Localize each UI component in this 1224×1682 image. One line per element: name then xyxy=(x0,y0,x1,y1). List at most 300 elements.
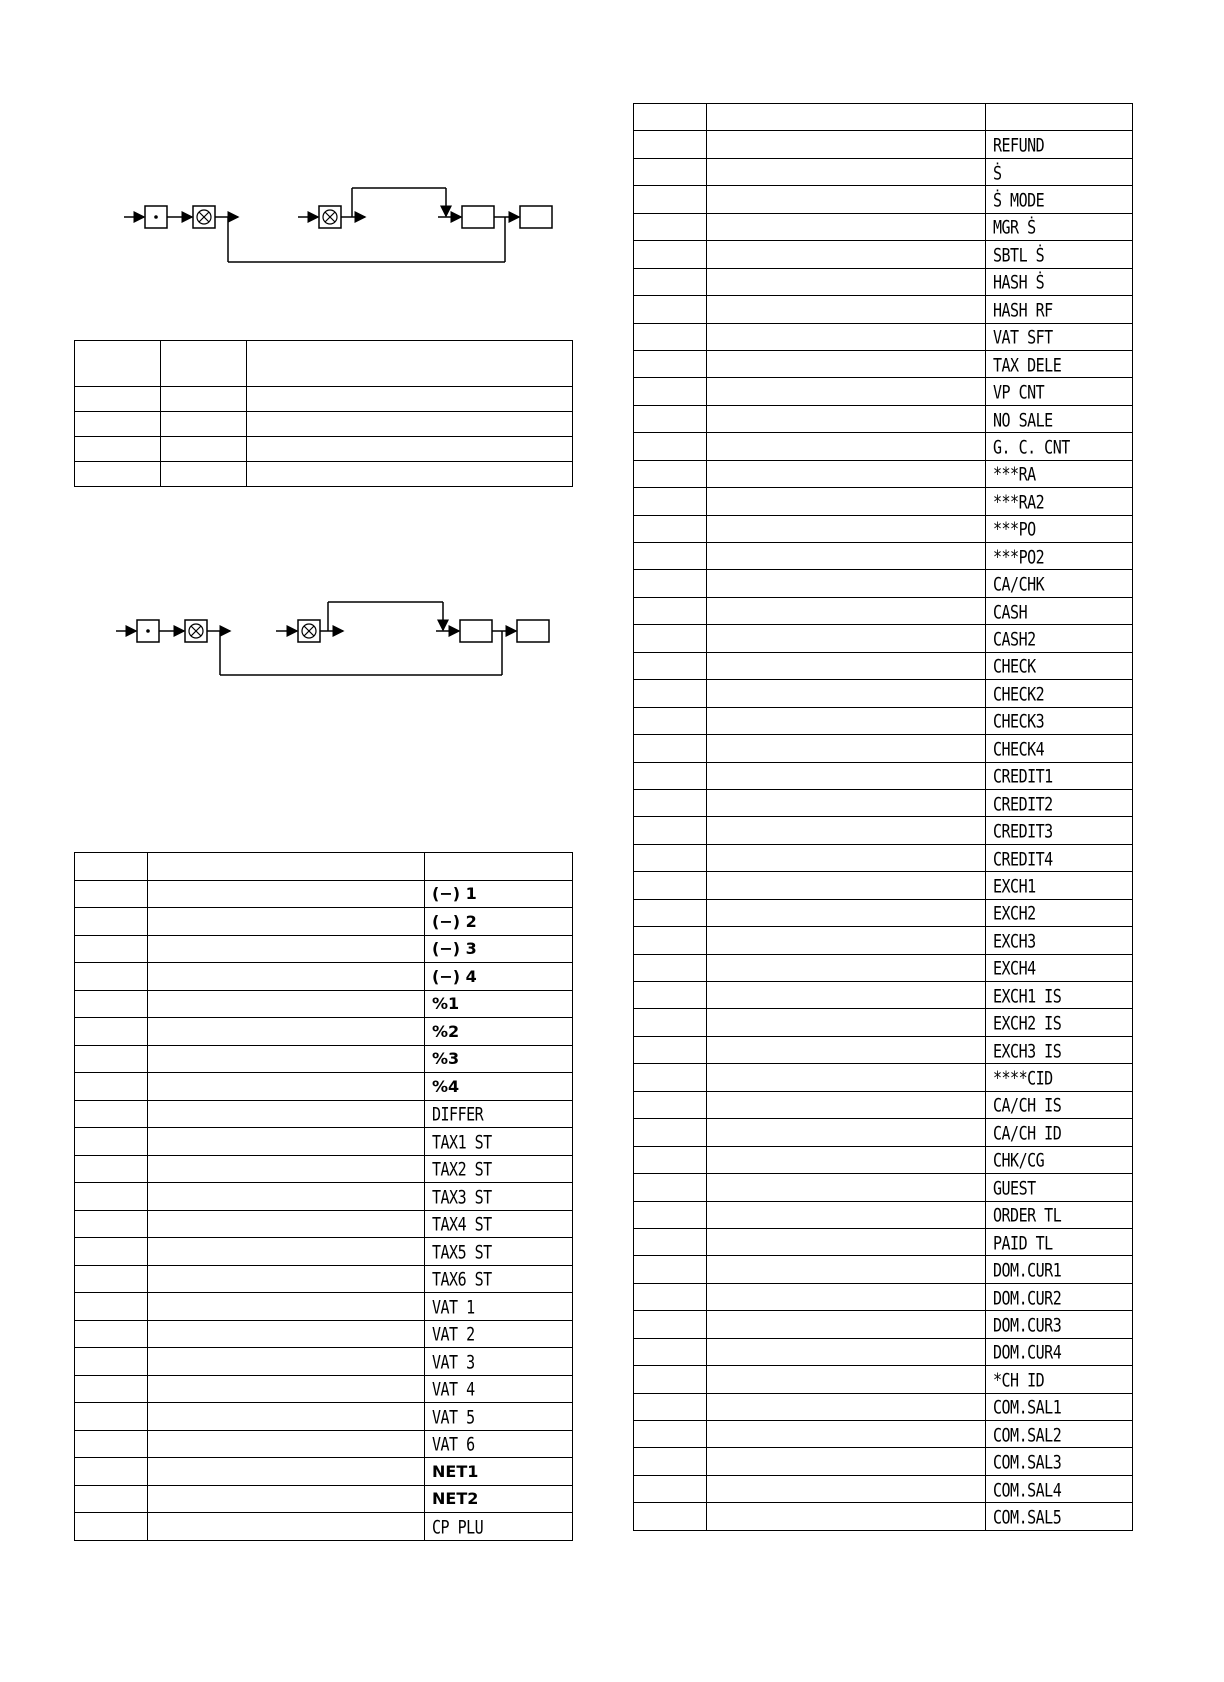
function-text: NET1 xyxy=(432,1461,479,1481)
code-cell xyxy=(634,1338,707,1365)
code-cell xyxy=(75,1238,148,1266)
function-text: (−) 1 xyxy=(432,884,477,904)
function-text-cell xyxy=(986,762,1133,789)
code-cell xyxy=(634,296,707,323)
table-row xyxy=(634,707,1133,734)
code-cell xyxy=(75,908,148,936)
code-cell xyxy=(75,1293,148,1321)
function-text-cell xyxy=(986,378,1133,405)
code-cell xyxy=(634,817,707,844)
function-text: HASH Ṡ xyxy=(993,271,1045,294)
table-row xyxy=(634,1036,1133,1063)
table-row xyxy=(75,1238,573,1266)
function-text-cell xyxy=(986,1256,1133,1283)
description-cell xyxy=(707,488,986,515)
function-text: CASH2 xyxy=(993,627,1036,651)
function-text-cell xyxy=(986,570,1133,597)
function-text: COM.SAL4 xyxy=(993,1478,1062,1501)
table-row xyxy=(634,899,1133,926)
table-row xyxy=(634,543,1133,570)
table-row xyxy=(634,1091,1133,1118)
code-cell xyxy=(634,1146,707,1173)
function-text-cell xyxy=(986,131,1133,158)
function-text-cell xyxy=(425,1128,573,1156)
function-text: VAT 6 xyxy=(432,1433,475,1456)
description-cell xyxy=(707,1228,986,1255)
function-text-cell xyxy=(986,323,1133,350)
function-text-cell xyxy=(986,1338,1133,1365)
function-text: CREDIT1 xyxy=(993,764,1053,788)
function-text: EXCH2 IS xyxy=(993,1011,1062,1035)
function-text-cell xyxy=(986,872,1133,899)
table-row xyxy=(634,1201,1133,1228)
code-cell xyxy=(634,735,707,762)
description-cell xyxy=(148,1073,425,1101)
code-cell xyxy=(634,1503,707,1530)
code-cell xyxy=(75,1073,148,1101)
function-text-cell xyxy=(425,1045,573,1073)
table-row xyxy=(634,1421,1133,1448)
table-row xyxy=(75,1293,573,1321)
code-cell xyxy=(634,1036,707,1063)
description-cell xyxy=(707,515,986,542)
description-cell xyxy=(707,378,986,405)
table-row xyxy=(634,597,1133,624)
code-cell xyxy=(634,1311,707,1338)
description-cell xyxy=(148,1293,425,1321)
function-text: VAT 3 xyxy=(432,1350,475,1373)
code-cell xyxy=(634,1119,707,1146)
code-cell xyxy=(634,982,707,1009)
function-text: PAID TL xyxy=(993,1231,1053,1254)
code-cell xyxy=(75,1458,148,1486)
description-cell xyxy=(148,1403,425,1431)
code-cell xyxy=(75,1183,148,1211)
table-row xyxy=(634,570,1133,597)
table-row xyxy=(634,460,1133,487)
description-cell xyxy=(707,460,986,487)
description-cell xyxy=(148,1485,425,1513)
code-cell xyxy=(75,1018,148,1046)
description-cell xyxy=(707,707,986,734)
table-row xyxy=(634,1338,1133,1365)
description-cell xyxy=(707,954,986,981)
table-row xyxy=(75,1265,573,1293)
function-text: ***RA xyxy=(993,463,1036,486)
description-cell xyxy=(148,1375,425,1403)
code-cell xyxy=(75,990,148,1018)
description-cell xyxy=(707,241,986,268)
function-text: CREDIT4 xyxy=(993,847,1053,870)
function-text-cell xyxy=(425,1155,573,1183)
function-text: VAT 5 xyxy=(432,1405,475,1428)
description-cell xyxy=(707,213,986,240)
function-text-cell xyxy=(986,1091,1133,1118)
header-cell xyxy=(986,104,1133,131)
code-cell xyxy=(634,515,707,542)
function-text-cell xyxy=(986,241,1133,268)
function-text: MGR Ṡ xyxy=(993,216,1036,239)
table-row xyxy=(75,1183,573,1211)
code-cell xyxy=(634,597,707,624)
description-cell xyxy=(707,433,986,460)
description-cell xyxy=(707,844,986,871)
table-row xyxy=(634,1448,1133,1475)
description-cell xyxy=(707,1283,986,1310)
code-cell xyxy=(634,1475,707,1502)
function-text-cell xyxy=(425,1238,573,1266)
description-cell xyxy=(707,982,986,1009)
description-cell xyxy=(148,1513,425,1541)
table-row xyxy=(75,1348,573,1376)
function-text-cell xyxy=(986,652,1133,679)
function-text-cell xyxy=(425,1348,573,1376)
code-cell xyxy=(75,1045,148,1073)
code-cell xyxy=(634,405,707,432)
code-cell xyxy=(634,131,707,158)
function-text-cell xyxy=(986,707,1133,734)
description-cell xyxy=(707,1366,986,1393)
function-text-cell xyxy=(986,1421,1133,1448)
table-row xyxy=(75,963,573,991)
table-row xyxy=(75,1375,573,1403)
code-cell xyxy=(75,880,148,908)
description-cell xyxy=(707,158,986,185)
code-cell xyxy=(75,1485,148,1513)
function-text: Ṡ MODE xyxy=(993,188,1045,212)
description-cell xyxy=(148,1045,425,1073)
function-text: COM.SAL1 xyxy=(993,1396,1062,1419)
function-text: CREDIT2 xyxy=(993,792,1053,815)
function-text: EXCH1 IS xyxy=(993,984,1062,1007)
function-text: (−) 2 xyxy=(432,911,477,931)
function-text: CASH xyxy=(993,600,1028,623)
description-cell xyxy=(148,1320,425,1348)
function-text-cell xyxy=(425,1265,573,1293)
function-text: REFUND xyxy=(993,133,1045,157)
function-text: VAT 4 xyxy=(432,1378,475,1401)
table-row xyxy=(634,1146,1133,1173)
table-row xyxy=(75,1073,573,1101)
function-text-cell xyxy=(425,1513,573,1541)
function-text-cell xyxy=(986,1475,1133,1502)
description-cell xyxy=(707,927,986,954)
function-text-cell xyxy=(986,1009,1133,1036)
code-cell xyxy=(634,899,707,926)
table-row xyxy=(634,241,1133,268)
flow-diagram-2 xyxy=(0,0,600,700)
function-text-cell xyxy=(425,935,573,963)
code-cell xyxy=(634,1421,707,1448)
function-text-cell xyxy=(986,1201,1133,1228)
table-row xyxy=(634,1283,1133,1310)
table-row xyxy=(634,625,1133,652)
code-cell xyxy=(634,570,707,597)
code-cell xyxy=(634,872,707,899)
header-cell xyxy=(634,104,707,131)
function-text: CHECK2 xyxy=(993,682,1045,706)
function-text: CP PLU xyxy=(432,1515,484,1538)
table-row xyxy=(634,296,1133,323)
function-text-cell xyxy=(986,597,1133,624)
function-table-right xyxy=(633,103,1133,1531)
description-cell xyxy=(148,1100,425,1128)
function-text-cell xyxy=(986,350,1133,377)
table-header-row xyxy=(75,853,573,881)
function-text: ***RA2 xyxy=(993,490,1045,514)
function-text: NET2 xyxy=(432,1489,479,1509)
function-text-cell xyxy=(986,515,1133,542)
function-text: CA/CH ID xyxy=(993,1121,1062,1145)
code-cell xyxy=(634,1091,707,1118)
code-cell xyxy=(634,1228,707,1255)
function-text: ORDER TL xyxy=(993,1203,1062,1227)
function-text: TAX2 ST xyxy=(432,1158,492,1181)
description-cell xyxy=(148,1430,425,1458)
function-text-cell xyxy=(425,1485,573,1513)
function-text: ***PO xyxy=(993,518,1036,541)
function-text: CREDIT3 xyxy=(993,819,1053,843)
code-cell xyxy=(75,1210,148,1238)
table-row xyxy=(75,935,573,963)
code-cell xyxy=(634,1174,707,1201)
table-row xyxy=(634,158,1133,185)
table-row xyxy=(634,186,1133,213)
function-text: COM.SAL3 xyxy=(993,1450,1062,1474)
description-cell xyxy=(707,350,986,377)
function-text: Ṡ xyxy=(993,161,1002,184)
description-cell xyxy=(148,880,425,908)
description-cell xyxy=(148,1238,425,1266)
description-cell xyxy=(707,1146,986,1173)
function-text: G. C. CNT xyxy=(993,435,1070,459)
function-text-cell xyxy=(986,789,1133,816)
code-cell xyxy=(634,488,707,515)
function-text-cell xyxy=(986,844,1133,871)
table-row xyxy=(75,1045,573,1073)
function-text-cell xyxy=(986,213,1133,240)
table-row xyxy=(634,652,1133,679)
code-cell xyxy=(75,1265,148,1293)
function-table-left xyxy=(74,852,573,1541)
function-text-cell xyxy=(425,1100,573,1128)
function-text-cell xyxy=(986,1146,1133,1173)
function-text: (−) 3 xyxy=(432,939,477,959)
function-text-cell xyxy=(986,954,1133,981)
code-cell xyxy=(75,1155,148,1183)
function-text: DOM.CUR2 xyxy=(993,1286,1062,1309)
function-text-cell xyxy=(986,1393,1133,1420)
function-text: TAX1 ST xyxy=(432,1130,492,1153)
table-row xyxy=(75,908,573,936)
description-cell xyxy=(707,186,986,213)
table-row xyxy=(634,817,1133,844)
code-cell xyxy=(75,1513,148,1541)
description-cell xyxy=(148,1348,425,1376)
description-cell xyxy=(707,1448,986,1475)
function-text-cell xyxy=(986,817,1133,844)
code-cell xyxy=(75,1320,148,1348)
function-text: DOM.CUR3 xyxy=(993,1313,1062,1337)
function-text: ***PO2 xyxy=(993,545,1045,568)
function-text: COM.SAL2 xyxy=(993,1423,1062,1446)
function-text: TAX3 ST xyxy=(432,1185,492,1208)
code-cell xyxy=(634,350,707,377)
table-row xyxy=(634,735,1133,762)
description-cell xyxy=(707,543,986,570)
description-cell xyxy=(707,1174,986,1201)
function-text: DIFFER xyxy=(432,1103,484,1126)
function-text-cell xyxy=(986,158,1133,185)
description-cell xyxy=(707,1503,986,1530)
function-text: VAT 2 xyxy=(432,1323,475,1346)
table-row xyxy=(75,990,573,1018)
description-cell xyxy=(707,1091,986,1118)
code-cell xyxy=(75,1430,148,1458)
code-cell xyxy=(634,954,707,981)
description-cell xyxy=(148,908,425,936)
description-cell xyxy=(148,1265,425,1293)
description-cell xyxy=(707,296,986,323)
function-text: EXCH4 xyxy=(993,957,1036,980)
description-cell xyxy=(707,789,986,816)
code-cell xyxy=(634,927,707,954)
header-cell xyxy=(75,853,148,881)
function-text-cell xyxy=(425,963,573,991)
function-text-cell xyxy=(425,1458,573,1486)
code-cell xyxy=(634,1393,707,1420)
table-row xyxy=(634,1393,1133,1420)
description-cell xyxy=(707,1036,986,1063)
table-row xyxy=(634,1009,1133,1036)
function-text: GUEST xyxy=(993,1176,1036,1200)
description-cell xyxy=(707,1393,986,1420)
function-text-cell xyxy=(425,1293,573,1321)
code-cell xyxy=(634,1448,707,1475)
function-text: *CH ID xyxy=(993,1368,1045,1392)
description-cell xyxy=(707,1311,986,1338)
function-text: COM.SAL5 xyxy=(993,1505,1062,1529)
function-text-cell xyxy=(986,982,1133,1009)
description-cell xyxy=(148,1128,425,1156)
code-cell xyxy=(75,1375,148,1403)
table-row xyxy=(634,1174,1133,1201)
description-cell xyxy=(707,625,986,652)
function-text-cell xyxy=(986,296,1133,323)
function-text-cell xyxy=(986,1064,1133,1091)
description-cell xyxy=(707,1421,986,1448)
description-cell xyxy=(707,1256,986,1283)
code-cell xyxy=(634,323,707,350)
function-text-cell xyxy=(425,990,573,1018)
function-text: TAX6 ST xyxy=(432,1268,492,1291)
description-cell xyxy=(707,735,986,762)
function-text-cell xyxy=(425,880,573,908)
table-row xyxy=(75,1155,573,1183)
table-row xyxy=(634,680,1133,707)
header-cell xyxy=(148,853,425,881)
function-text-cell xyxy=(986,405,1133,432)
function-text: DOM.CUR1 xyxy=(993,1258,1062,1282)
description-cell xyxy=(707,1338,986,1365)
description-cell xyxy=(707,872,986,899)
table-row xyxy=(634,1256,1133,1283)
code-cell xyxy=(634,1283,707,1310)
function-text: EXCH3 xyxy=(993,929,1036,953)
function-text: TAX5 ST xyxy=(432,1240,492,1263)
description-cell xyxy=(707,570,986,597)
table-row xyxy=(634,927,1133,954)
description-cell xyxy=(148,963,425,991)
function-text: TAX DELE xyxy=(993,353,1062,376)
table-row xyxy=(634,433,1133,460)
table-row xyxy=(75,880,573,908)
function-text: VAT SFT xyxy=(993,325,1053,349)
table-row xyxy=(75,1513,573,1541)
code-cell xyxy=(634,1064,707,1091)
function-text: EXCH1 xyxy=(993,874,1036,898)
function-text: %1 xyxy=(432,994,460,1014)
function-text-cell xyxy=(986,433,1133,460)
table-row xyxy=(634,131,1133,158)
description-cell xyxy=(148,1210,425,1238)
function-text-cell xyxy=(986,488,1133,515)
function-text: NO SALE xyxy=(993,408,1053,431)
function-text-cell xyxy=(986,1228,1133,1255)
description-cell xyxy=(707,1201,986,1228)
description-cell xyxy=(707,268,986,295)
description-cell xyxy=(707,817,986,844)
description-cell xyxy=(707,597,986,624)
table-row xyxy=(634,872,1133,899)
table-row xyxy=(634,762,1133,789)
table-row xyxy=(75,1210,573,1238)
description-cell xyxy=(707,131,986,158)
function-text-cell xyxy=(986,735,1133,762)
description-cell xyxy=(707,652,986,679)
function-text: (−) 4 xyxy=(432,966,477,986)
table-row xyxy=(75,1403,573,1431)
function-text: %4 xyxy=(432,1076,460,1096)
code-cell xyxy=(634,625,707,652)
code-cell xyxy=(634,1366,707,1393)
code-cell xyxy=(634,1201,707,1228)
table-row xyxy=(634,1475,1133,1502)
function-text-cell xyxy=(986,268,1133,295)
function-text-cell xyxy=(986,625,1133,652)
table-row xyxy=(634,1311,1133,1338)
function-text-cell xyxy=(425,1375,573,1403)
function-text: TAX4 ST xyxy=(432,1213,492,1236)
code-cell xyxy=(634,844,707,871)
code-cell xyxy=(75,1100,148,1128)
function-text-cell xyxy=(986,927,1133,954)
function-text-cell xyxy=(986,1503,1133,1530)
function-text: VP CNT xyxy=(993,380,1045,404)
code-cell xyxy=(634,652,707,679)
description-cell xyxy=(707,1009,986,1036)
function-text-cell xyxy=(986,1366,1133,1393)
function-text: EXCH3 IS xyxy=(993,1039,1062,1062)
table-row xyxy=(75,1100,573,1128)
table-row xyxy=(634,1503,1133,1530)
description-cell xyxy=(148,1018,425,1046)
table-row xyxy=(634,405,1133,432)
code-cell xyxy=(634,433,707,460)
function-text-cell xyxy=(425,1210,573,1238)
function-text-cell xyxy=(425,1183,573,1211)
function-text-cell xyxy=(986,899,1133,926)
